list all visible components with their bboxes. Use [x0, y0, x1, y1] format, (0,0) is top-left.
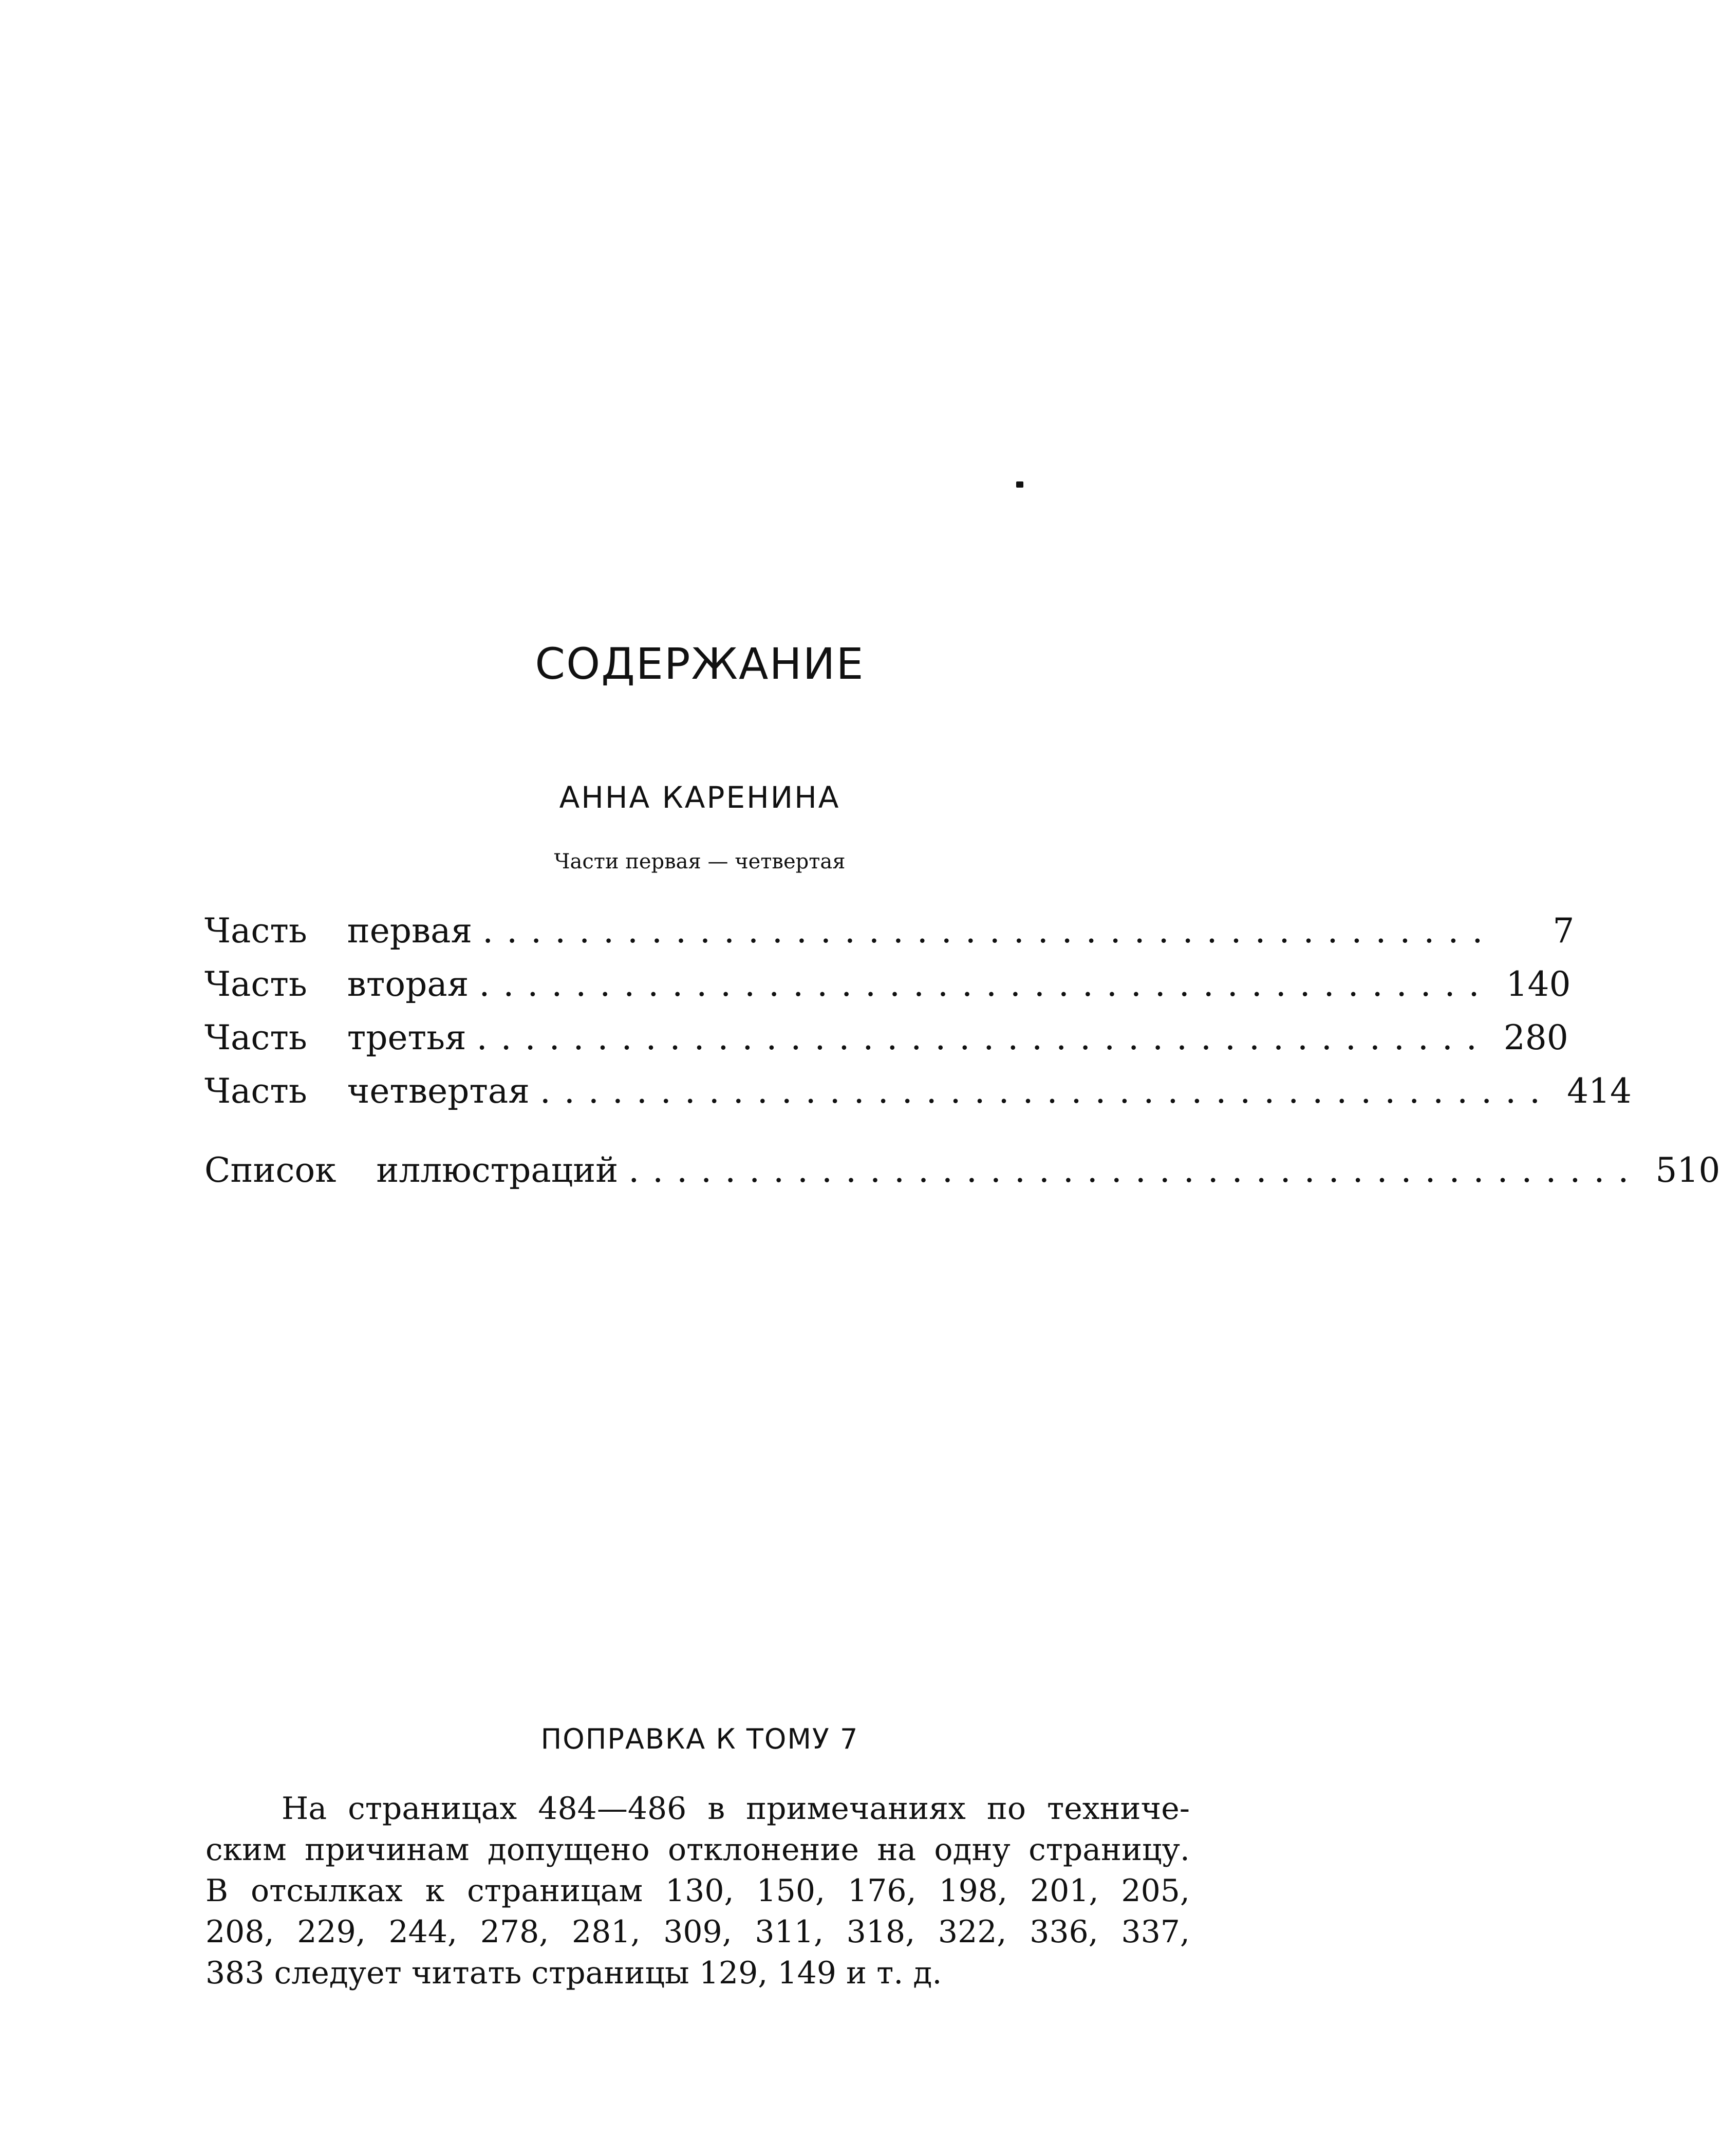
toc-entry-label: Часть третья	[204, 1018, 466, 1057]
toc-entry-label: Часть первая	[204, 911, 473, 951]
work-title: АННА КАРЕНИНА	[559, 780, 840, 815]
toc-entry	[204, 1144, 1720, 1197]
errata-line: 383 следует читать страницы 129, 149 и т. д.	[205, 1955, 942, 1991]
toc-entry-label: Часть вторая	[204, 964, 469, 1004]
errata-line: На страницах 484—486 в примечаниях по техниче-	[282, 1791, 1190, 1827]
toc-entry-page: 510	[1655, 1150, 1720, 1190]
toc-leader-dots: ..........................................	[482, 911, 1497, 951]
toc-leader-dots: ..........................................	[628, 1150, 1642, 1190]
toc-entry	[204, 1065, 1632, 1118]
table-of-contents	[204, 904, 1720, 1197]
print-speck	[1016, 481, 1023, 488]
toc-entry-label: Часть четвертая	[204, 1071, 530, 1111]
errata-line: ским причинам допущено отклонение на одну страницу.	[205, 1832, 1190, 1868]
work-subtitle: Части первая — четвертая	[554, 850, 846, 873]
toc-leader-dots: ..........................................	[539, 1071, 1554, 1111]
toc-entry-label: Список иллюстраций	[204, 1150, 619, 1190]
toc-leader-dots: ..........................................	[476, 1018, 1490, 1057]
errata-title: ПОПРАВКА К ТОМУ 7	[540, 1723, 859, 1755]
toc-entry	[204, 904, 1575, 958]
toc-entry-page: 280	[1503, 1018, 1568, 1057]
toc-entry-page: 140	[1506, 964, 1571, 1004]
toc-entry	[204, 958, 1571, 1011]
page-title: СОДЕРЖАНИЕ	[535, 639, 865, 689]
toc-entry-page: 414	[1567, 1071, 1632, 1111]
errata-paragraph	[205, 1788, 1190, 1994]
toc-entry-page: 7	[1553, 911, 1575, 951]
errata-line: 208, 229, 244, 278, 281, 309, 311, 318, 322, 336, 337,	[205, 1914, 1190, 1950]
toc-leader-dots: ..........................................	[479, 964, 1493, 1004]
errata-line: В отсылках к страницам 130, 150, 176, 198, 201, 205,	[205, 1873, 1190, 1909]
toc-entry	[204, 1011, 1568, 1065]
